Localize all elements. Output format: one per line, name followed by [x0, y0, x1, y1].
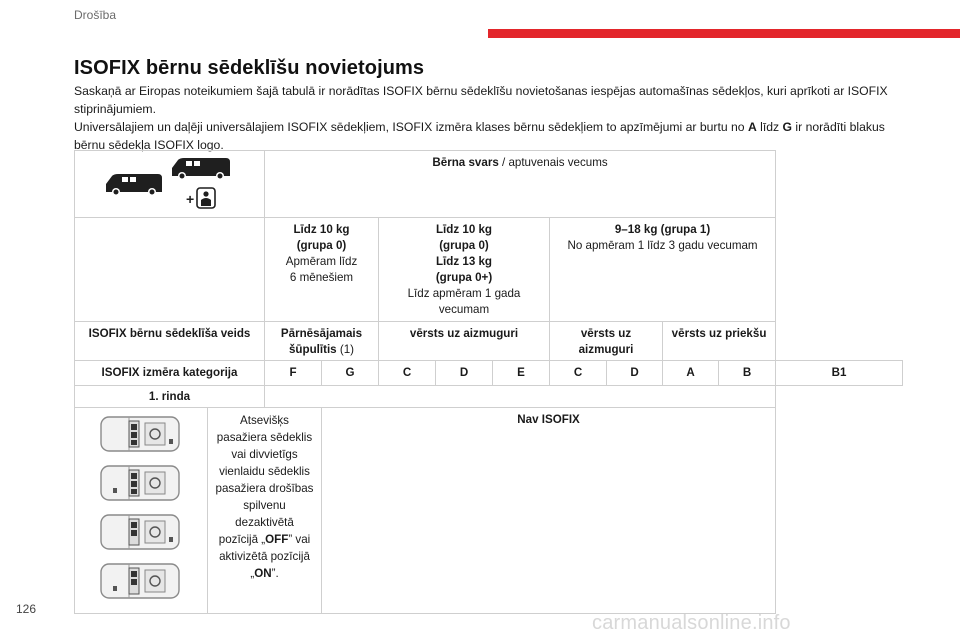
car-seat-diagram-icon [99, 560, 183, 602]
group-0plus-age-2: vecumam [438, 303, 490, 316]
carrycot-label: Pārnēsājamais šūpulītis [280, 327, 363, 356]
size-cell: D [607, 361, 663, 386]
seat-off-label: OFF [265, 533, 289, 546]
isofix-table [74, 150, 903, 614]
size-cell: C [550, 361, 607, 386]
vehicle-icons-cell [75, 151, 265, 218]
page-title: ISOFIX bērnu sēdeklīšu novietojums [74, 57, 425, 79]
group-0plus-age: Līdz apmēram 1 gada [407, 287, 521, 300]
intro-letter-a: A [747, 120, 757, 134]
group-0plus-label: (grupa 0) [439, 239, 489, 252]
intro-text-part: Universālajiem un daļēji universālajiem ISOFIX sēdekļiem, ISOFIX izmēra klases bērnu sēdekļiem to apzīmējumi ar burtu no [74, 120, 748, 134]
carrycot-note: (1) [336, 343, 355, 356]
group-1-cell [550, 218, 776, 322]
group-0-cell [265, 218, 379, 322]
weight-header-bold: Bērna svars [432, 156, 499, 169]
watermark: carmanualsonline.info [592, 612, 791, 634]
car-seat-diagram-icon [99, 462, 183, 504]
group-0-label: (grupa 0) [296, 239, 347, 252]
seat-desc-text: Atsevišķs pasažiera sēdeklis vai divvietīgs vienlaidu sēdeklis pasažiera drošības spilvenu dezaktivētā pozīcijā „ [215, 414, 314, 546]
empty-cell [265, 386, 776, 408]
car-seat-diagram-icon [99, 413, 183, 455]
type-label: ISOFIX bērnu sēdeklīša veids [75, 322, 265, 361]
size-cell: G [322, 361, 379, 386]
type-rear-facing: vērsts uz aizmuguri [379, 322, 550, 361]
van-icon [100, 154, 240, 212]
seat-diagrams [75, 408, 207, 602]
size-cell: B [719, 361, 776, 386]
group-0-age-2: 6 mēnešiem [289, 271, 354, 284]
type-rear-facing-2: vērsts uz aizmuguri [550, 322, 663, 361]
group-0-weight: Līdz 10 kg [293, 223, 350, 236]
size-cell: E [493, 361, 550, 386]
section-title: Drošība [74, 8, 117, 22]
size-cell: D [436, 361, 493, 386]
type-forward-facing: vērsts uz priekšu [663, 322, 776, 361]
intro-paragraph-2 [74, 118, 904, 154]
group-0plus-cell [379, 218, 550, 322]
size-cell: F [265, 361, 322, 386]
group-1-weight: 9–18 kg (grupa 1) [614, 223, 711, 236]
intro-text-part: līdz [756, 120, 783, 134]
size-cell: B1 [776, 361, 903, 386]
vehicle-icons [79, 154, 260, 214]
seat-desc-text: ”. [271, 567, 279, 580]
seat-desc-text: ” vai aktivizētā pozīcijā „ [219, 533, 311, 580]
svg-text:+: + [185, 191, 194, 207]
empty-cell [75, 218, 265, 322]
intro-letter-g: G [782, 120, 793, 134]
group-0plus-weight-2: Līdz 13 kg [435, 255, 493, 268]
group-1-age: No apmēram 1 līdz 3 gadu vecumam [567, 239, 758, 252]
intro-text [74, 82, 904, 154]
page-number: 126 [16, 602, 37, 616]
intro-paragraph-1: Saskaņā ar Eiropas noteikumiem šajā tabulā ir norādītas ISOFIX bērnu sēdeklīšu novietošanas iespējas automašīnas sēdekļos, kuri aprīkoti ar ISOFIX stiprinājumiem. [74, 84, 888, 116]
size-label: ISOFIX izmēra kategorija [75, 361, 265, 386]
row-label: 1. rinda [75, 386, 265, 408]
weight-header [265, 151, 776, 218]
type-carrycot [265, 322, 379, 361]
weight-header-rest: / aptuvenais vecums [498, 156, 608, 169]
no-isofix: Nav ISOFIX [322, 408, 776, 614]
seat-description [208, 408, 322, 614]
group-0plus-weight: Līdz 10 kg [435, 223, 493, 236]
size-cell: C [379, 361, 436, 386]
group-0plus-label-2: (grupa 0+) [435, 271, 493, 284]
seat-diagram-cell [75, 408, 208, 614]
header-accent-bar [488, 29, 960, 38]
car-seat-diagram-icon [99, 511, 183, 553]
seat-on-label: ON [254, 567, 272, 580]
group-0-age: Apmēram līdz [285, 255, 358, 268]
size-row [75, 361, 903, 386]
intro-text-part: ir norādīti blakus bērnu sēdekļa ISOFIX logo. [74, 120, 885, 152]
size-cell: A [663, 361, 719, 386]
